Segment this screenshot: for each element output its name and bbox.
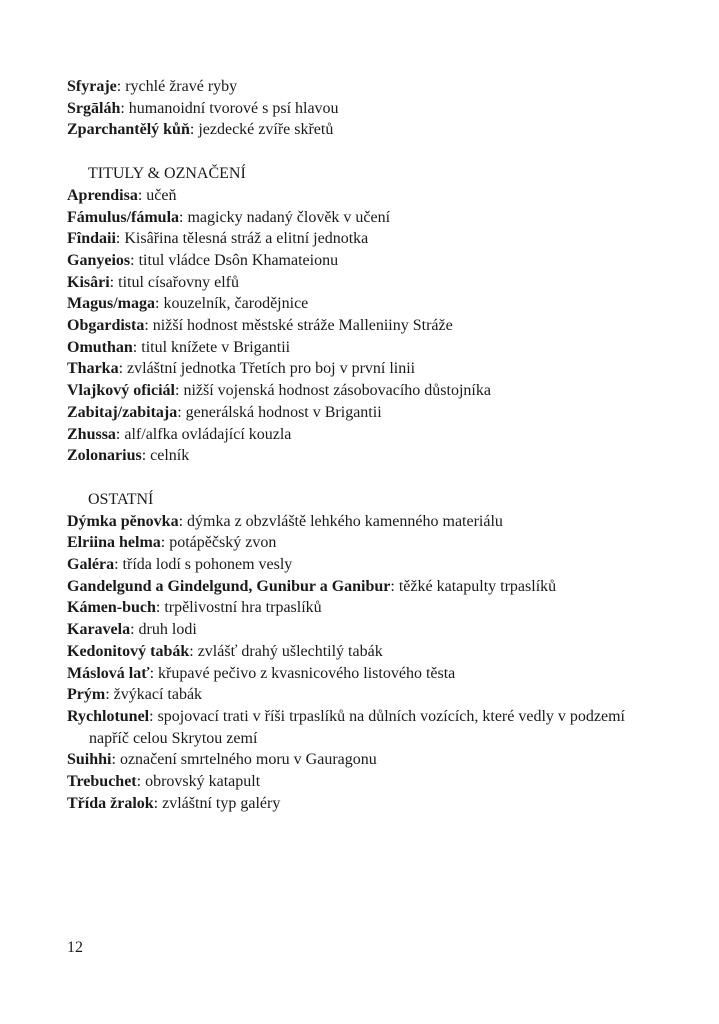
glossary-definition: trpělivostní hra trpaslíků [164, 599, 322, 617]
glossary-entry [67, 641, 667, 663]
glossary-term: Kedonitový tabák [67, 642, 190, 660]
glossary-entry [67, 619, 667, 641]
glossary-definition: jezdecké zvíře skřetů [198, 121, 334, 139]
glossary-term: Zparchantělý kůň [67, 121, 190, 139]
term-separator: : [137, 186, 147, 204]
glossary-entry [67, 684, 667, 706]
glossary-term: Karavela [67, 621, 131, 639]
glossary-definition: zvláštní jednotka Třetích pro boj v první linii [127, 360, 416, 378]
glossary-entry [67, 228, 667, 250]
glossary-definition: potápěčský zvon [169, 534, 277, 552]
glossary-entry [67, 597, 667, 619]
glossary-term: Trebuchet [67, 773, 137, 791]
glossary-definition: spojovací trati v říši trpaslíků na důlních vozících, které vedly v podzemí napříč celou Skrytou zemí [89, 707, 625, 747]
glossary-entry [67, 771, 667, 793]
glossary-term: Suihhi [67, 751, 112, 769]
glossary-term: Prým [67, 686, 106, 704]
glossary-definition: alf/alfka ovládající kouzla [124, 425, 292, 443]
term-separator: : [149, 707, 158, 725]
term-separator: : [111, 751, 120, 769]
glossary-term: Zhussa [67, 425, 116, 443]
glossary-definition: obrovský katapult [145, 773, 261, 791]
term-separator: : [175, 382, 184, 400]
glossary-definition: těžké katapulty trpaslíků [398, 577, 557, 595]
term-separator: : [177, 403, 186, 421]
term-separator: : [390, 577, 399, 595]
glossary-term: Kisâri [67, 273, 110, 291]
glossary-entry [67, 663, 667, 685]
term-separator: : [149, 664, 159, 682]
glossary-term: Tharka [67, 360, 119, 378]
glossary-definition: humanoidní tvorové s psí hlavou [128, 99, 339, 117]
glossary-term: Galéra [67, 556, 115, 574]
glossary-term: Elriina helma [67, 534, 161, 552]
glossary-entry [67, 511, 667, 533]
term-separator: : [130, 621, 139, 639]
glossary-term: Obgardista [67, 317, 145, 335]
glossary-term: Sfyraje [67, 78, 117, 95]
glossary-term: Dýmka pěnovka [67, 512, 179, 530]
glossary-definition: třída lodí s pohonem vesly [122, 556, 293, 574]
glossary-term: Rychlotunel [67, 707, 150, 725]
page-number: 12 [67, 939, 83, 956]
glossary-entry [67, 358, 667, 380]
glossary-definition: titul císařovny elfů [118, 273, 239, 291]
glossary-definition: magicky nadaný člověk v učení [187, 208, 391, 226]
glossary-definition: druh lodi [138, 621, 197, 639]
glossary-term: Fámulus/fámula [67, 208, 180, 226]
term-separator: : [179, 208, 188, 226]
glossary-entry [67, 119, 667, 141]
glossary-definition: titul vládce Dsôn Khamateionu [138, 251, 339, 269]
glossary-definition: zvláštní typ galéry [162, 794, 281, 812]
term-separator: : [120, 99, 129, 117]
term-separator: : [136, 773, 146, 791]
glossary-entry [67, 554, 667, 576]
glossary-entry [67, 424, 667, 446]
glossary-section-titles [67, 163, 667, 467]
glossary-definition: označení smrtelného moru v Gauragonu [119, 751, 377, 769]
glossary-term: Magus/maga [67, 295, 155, 313]
glossary-definition: zvlášť drahý ušlechtilý tabák [197, 642, 383, 660]
glossary-term: Vlajkový oficiál [67, 382, 175, 400]
glossary-definition: žvýkací tabák [113, 686, 203, 704]
glossary-term: Fîndaii [67, 230, 116, 248]
term-separator: : [115, 425, 125, 443]
glossary-section-other [67, 489, 667, 815]
term-separator: : [109, 273, 119, 291]
glossary-term: Máslová lať [67, 664, 150, 682]
glossary-term: Omuthan [67, 338, 133, 356]
term-separator: : [141, 447, 151, 465]
glossary-definition: dýmka z obzvláště lehkého kamenného materiálu [187, 512, 503, 530]
glossary-entry [67, 749, 667, 771]
glossary-definition: křupavé pečivo z kvasnicového listového těsta [158, 664, 456, 682]
glossary-entry [67, 576, 667, 598]
section-heading: TITULY & OZNAČENÍ [88, 165, 246, 183]
glossary-entry [67, 293, 667, 315]
glossary-entry [67, 272, 667, 294]
term-separator: : [115, 230, 125, 248]
term-separator: : [155, 599, 165, 617]
glossary-page [67, 76, 667, 815]
term-separator: : [189, 642, 198, 660]
glossary-entry [67, 98, 667, 120]
term-separator: : [105, 686, 114, 704]
glossary-term: Aprendisa [67, 186, 138, 204]
term-separator: : [153, 794, 163, 812]
glossary-definition: učeň [146, 186, 177, 204]
glossary-definition: Kisâřina tělesná stráž a elitní jednotka [124, 230, 369, 248]
glossary-definition: nižší vojenská hodnost zásobovacího důstojníka [183, 382, 491, 400]
glossary-entry [67, 793, 667, 815]
term-separator: : [114, 556, 123, 574]
glossary-term: Ganyeios [67, 251, 131, 269]
glossary-term: Třída žralok [67, 794, 154, 812]
glossary-entry [67, 532, 667, 554]
section-heading: OSTATNÍ [88, 490, 154, 508]
glossary-term: Srgāláh [67, 99, 121, 117]
term-separator: : [178, 512, 188, 530]
glossary-term: Zabitaj/zabitaja [67, 403, 178, 421]
term-separator: : [189, 121, 199, 139]
glossary-entry [67, 706, 667, 749]
glossary-section-creatures [67, 76, 667, 141]
glossary-definition: rychlé žravé ryby [125, 78, 238, 95]
term-separator: : [118, 360, 128, 378]
glossary-definition: generálská hodnost v Brigantii [185, 403, 382, 421]
term-separator: : [130, 251, 139, 269]
glossary-entry [67, 207, 667, 229]
glossary-entry [67, 76, 667, 98]
term-separator: : [132, 338, 142, 356]
glossary-entry [67, 185, 667, 207]
glossary-entry [67, 337, 667, 359]
glossary-term: Zolonarius [67, 447, 142, 465]
glossary-definition: kouzelník, čarodějnice [163, 295, 309, 313]
glossary-entry [67, 250, 667, 272]
term-separator: : [160, 534, 170, 552]
glossary-entry [67, 380, 667, 402]
glossary-entry [67, 315, 667, 337]
glossary-entry [67, 402, 667, 424]
term-separator: : [144, 317, 153, 335]
glossary-term: Gandelgund a Gindelgund, Gunibur a Ganibur [67, 577, 391, 595]
glossary-entry [67, 445, 667, 467]
term-separator: : [155, 295, 164, 313]
glossary-definition: nižší hodnost městské stráže Malleniiny Stráže [152, 317, 453, 335]
glossary-definition: celník [150, 447, 190, 465]
glossary-definition: titul knížete v Brigantii [141, 338, 291, 356]
term-separator: : [116, 78, 126, 95]
glossary-term: Kámen-buch [67, 599, 156, 617]
